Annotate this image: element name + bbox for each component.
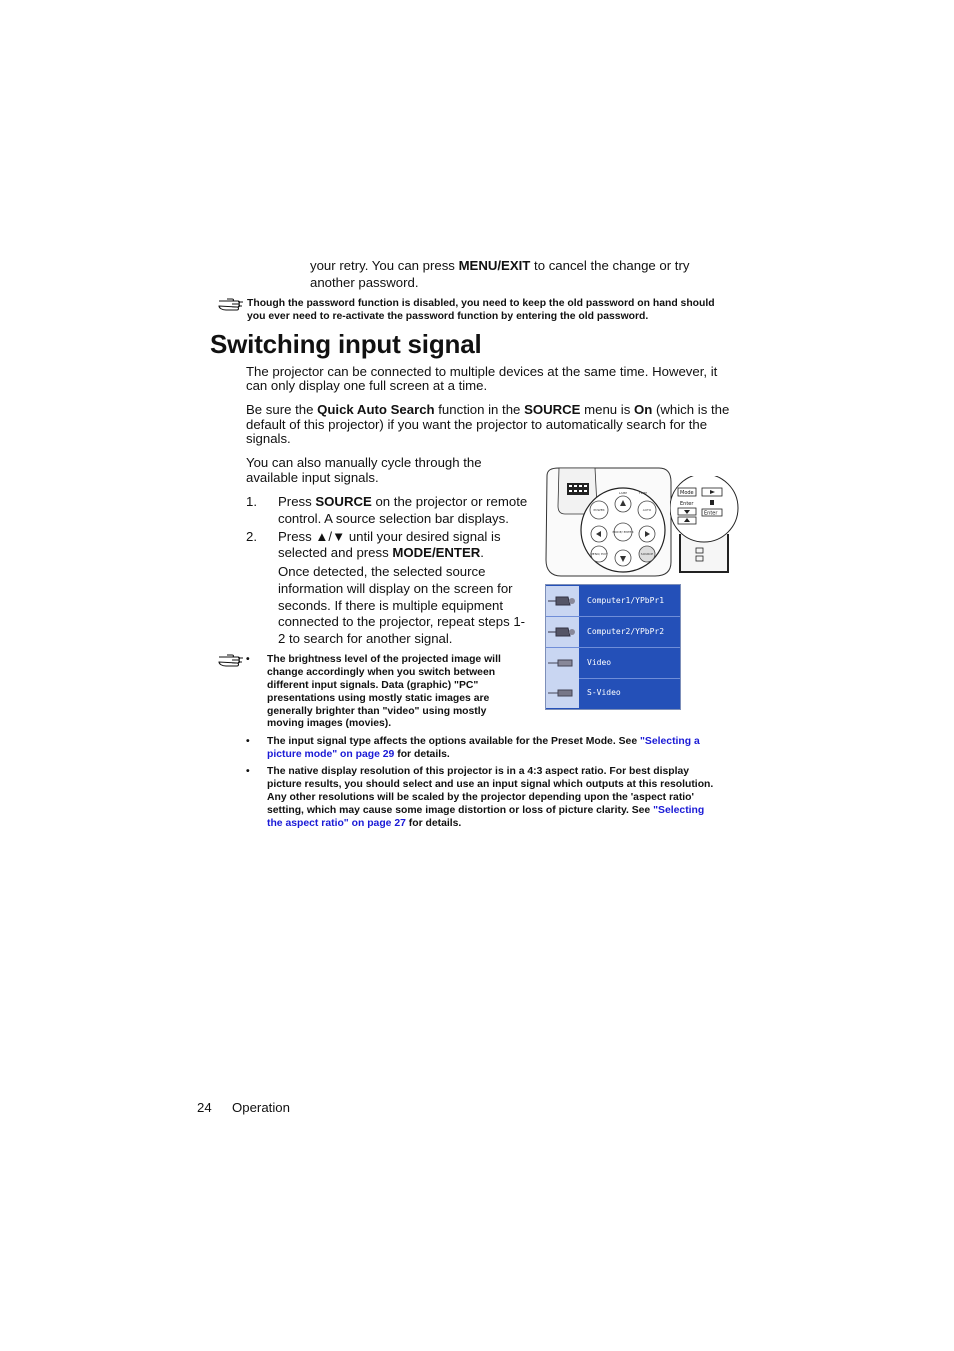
auto-key-label: AUTO xyxy=(642,508,652,512)
note-1-line-4: presentations using mostly static images are xyxy=(267,693,490,704)
mode-key-label: MODE/ ENTER xyxy=(612,530,634,534)
source-item-computer1 xyxy=(546,586,680,617)
page-number: 24 xyxy=(197,1100,212,1115)
rca-connector-icon xyxy=(546,648,579,678)
up-down-arrows-icon: ▲/▼ xyxy=(315,529,346,544)
step-1-line-1: Press SOURCE on the projector or remote xyxy=(278,494,528,509)
source-label: Computer1/YPbPr1 xyxy=(587,596,665,605)
temp-label: TEMP xyxy=(638,491,648,495)
picture-mode-link-page[interactable]: picture mode" on page 29 xyxy=(267,749,395,760)
note-3-bullet: • xyxy=(246,766,250,777)
remote-enter-button-label: Enter xyxy=(704,510,718,517)
step-2-detail-1: Once detected, the selected source xyxy=(278,564,486,579)
note-1-line-5: generally brighter than "video" using mostly xyxy=(267,706,487,717)
step-2-detail-4: connected to the projector, repeat steps 1- xyxy=(278,614,526,629)
intro-line-1: your retry. You can press MENU/EXIT to cancel the change or try xyxy=(310,258,690,273)
remote-control-illustration xyxy=(670,476,740,576)
remote-mode-label: Mode xyxy=(680,490,694,496)
note-3-line-4: setting, which may cause some image distortion or loss of picture clarity. See "Selecting xyxy=(267,805,705,816)
step-1-line-2: control. A source selection bar displays. xyxy=(278,511,509,526)
source-key-label: SOURCE xyxy=(640,552,654,556)
note-1-line-2: change accordingly when you switch between xyxy=(267,667,496,678)
aspect-ratio-link-page[interactable]: the aspect ratio" on page 27 xyxy=(267,818,406,829)
power-key-label: POWER xyxy=(593,508,605,512)
step-2-detail-3: seconds. If there is multiple equipment xyxy=(278,598,504,613)
source-label: Computer2/YPbPr2 xyxy=(587,627,665,636)
step-2-line-2: selected and press MODE/ENTER. xyxy=(278,545,484,560)
step-2-number: 2. xyxy=(246,529,257,544)
note-1-line-3: different input signals. Data (graphic) "PC" xyxy=(267,680,479,691)
note-2-line-2: picture mode" on page 29 for details. xyxy=(267,749,450,760)
note-hand-icon xyxy=(218,653,244,669)
vga-connector-icon xyxy=(546,617,579,647)
step-1-number: 1. xyxy=(246,494,257,509)
vga-connector-icon xyxy=(546,586,579,616)
source-item-computer2 xyxy=(546,617,680,648)
step-2-detail-2: information will display on the screen for xyxy=(278,581,513,596)
step-2-line-1: Press ▲/▼ until your desired signal is xyxy=(278,529,501,544)
source-selection-bar xyxy=(545,584,681,710)
note-3-line-3: Any other resolutions will be scaled by the projector depending upon the 'aspect ratio' xyxy=(267,792,694,803)
note-1-line-1: The brightness level of the projected image will xyxy=(267,654,501,665)
para3-line-1: You can also manually cycle through the xyxy=(246,455,482,470)
section-title: Switching input signal xyxy=(210,329,482,359)
note-1-line-6: moving images (movies). xyxy=(267,718,392,729)
para1-line-1: The projector can be connected to multiple devices at the same time. However, it xyxy=(246,364,718,379)
lamp-label: LAMP xyxy=(618,491,628,495)
note-3-line-2: picture results, you should select and use an input signal which outputs at this resolution. xyxy=(267,779,714,790)
source-item-s-video xyxy=(546,678,680,708)
para2-line-3: signals. xyxy=(246,431,291,446)
note-1-bullet: • xyxy=(246,654,250,665)
source-label: Video xyxy=(587,658,612,667)
svideo-connector-icon xyxy=(546,678,579,708)
picture-mode-link[interactable]: "Selecting a xyxy=(640,736,700,747)
aspect-ratio-link[interactable]: "Selecting xyxy=(653,805,705,816)
footer-section: Operation xyxy=(232,1100,290,1115)
note-3-line-5: the aspect ratio" on page 27 for details. xyxy=(267,818,462,829)
intro-line-2: another password. xyxy=(310,275,419,290)
para1-line-2: can only display one full screen at a time. xyxy=(246,378,488,393)
step-2-detail-5: 2 to search for another signal. xyxy=(278,631,453,646)
source-label: S-Video xyxy=(587,688,621,697)
para3-line-2: available input signals. xyxy=(246,470,379,485)
para2-line-1: Be sure the Quick Auto Search function in the SOURCE menu is On (which is the xyxy=(246,402,730,417)
note-hand-icon xyxy=(218,297,244,313)
remote-enter-label: Enter xyxy=(680,501,694,507)
para2-line-2: default of this projector) if you want the projector to automatically search for the xyxy=(246,417,708,432)
note-3-line-1: The native display resolution of this projector is in a 4:3 aspect ratio. For best display xyxy=(267,766,690,777)
password-note-line-1: Though the password function is disabled, you need to keep the old password on hand should xyxy=(247,298,715,309)
source-item-video xyxy=(546,648,680,679)
note-2-line-1: The input signal type affects the options available for the Preset Mode. See "Selecting a xyxy=(267,736,700,747)
note-2-bullet: • xyxy=(246,736,250,747)
projector-control-panel-illustration xyxy=(543,466,674,580)
menu-key-label: MENU/ EXIT xyxy=(590,552,608,556)
password-note-line-2: you ever need to re-activate the password function by entering the old password. xyxy=(247,311,649,322)
